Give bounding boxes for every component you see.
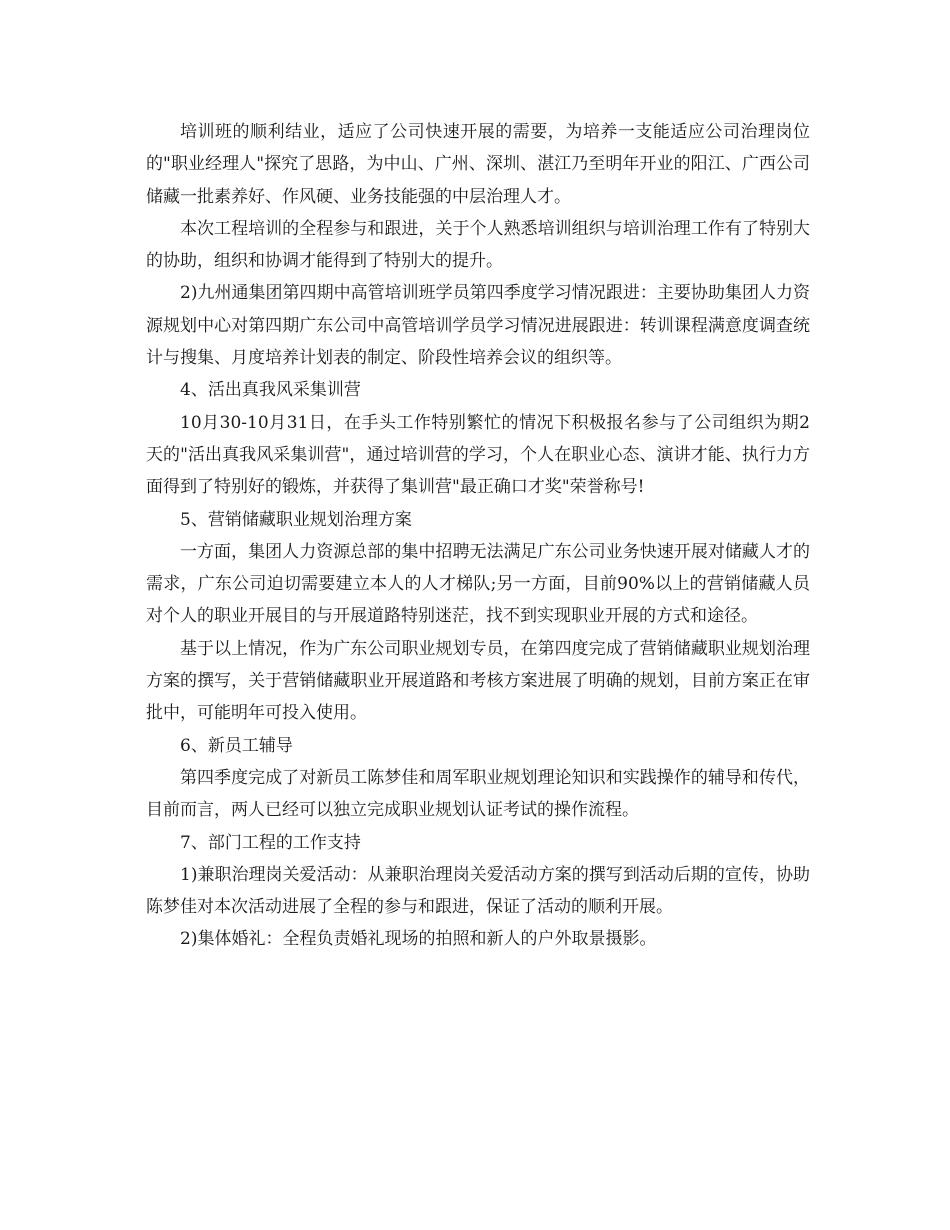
heading-section-6: 6、新员工辅导 [180, 735, 293, 756]
heading-section-7: 7、部门工程的工作支持 [180, 832, 361, 853]
heading-section-5: 5、营销储藏职业规划治理方案 [180, 509, 412, 530]
paragraph-new-staff-coaching: 第四季度完成了对新员工陈梦佳和周军职业规划理论知识和实践操作的辅导和传代，目前而言，两人已经可以独立完成职业规划认证考试的操作流程。 [146, 767, 810, 821]
paragraph-talent-needs: 一方面，集团人力资源总部的集中招聘无法满足广东公司业务快速开展对储藏人才的需求，广东公司迫切需要建立本人的人才梯队;另一方面，目前90%以上的营销储藏人员对个人的职业开展目的与开展道路特别迷茫，找不到实现职业开展的方式和途径。 [146, 541, 810, 627]
heading-section-4: 4、活出真我风采集训营 [180, 380, 361, 401]
paragraph-group-wedding: 2)集体婚礼：全程负责婚礼现场的拍照和新人的户外取景摄影。 [180, 929, 657, 950]
paragraph-care-activity: 1)兼职治理岗关爱活动：从兼职治理岗关爱活动方案的撰写到活动后期的宣传，协助陈梦佳对本次活动进展了全程的参与和跟进，保证了活动的顺利开展。 [146, 864, 810, 918]
paragraph-senior-training-followup: 2)九州通集团第四期中高管培训班学员第四季度学习情况跟进：主要协助集团人力资源规划中心对第四期广东公司中高管培训学员学习情况进展跟进：转训课程满意度调查统计与搜集、月度培养计划表的制定、阶段性培养会议的组织等。 [146, 283, 810, 369]
paragraph-project-participation: 本次工程培训的全程参与和跟进，关于个人熟悉培训组织与培训治理工作有了特别大的协助，组织和协调才能得到了特别大的提升。 [146, 218, 810, 272]
paragraph-camp-participation: 10月30-10月31日，在手头工作特别繁忙的情况下积极报名参与了公司组织为期2天的"活出真我风采集训营"，通过培训营的学习，个人在职业心态、演讲才能、执行力方面得到了特别好的锻炼，并获得了集训营"最正确口才奖"荣誉称号! [146, 412, 810, 498]
paragraph-career-plan: 基于以上情况，作为广东公司职业规划专员，在第四度完成了营销储藏职业规划治理方案的撰写，关于营销储藏职业开展道路和考核方案进展了明确的规划，目前方案正在审批中，可能明年可投入使用。 [146, 638, 810, 724]
paragraph-training-completion: 培训班的顺利结业，适应了公司快速开展的需要，为培养一支能适应公司治理岗位的"职业经理人"探究了思路，为中山、广州、深圳、湛江乃至明年开业的阳江、广西公司储藏一批素养好、作风硬、业务技能强的中层治理人才。 [146, 122, 810, 207]
document-page [146, 116, 810, 956]
